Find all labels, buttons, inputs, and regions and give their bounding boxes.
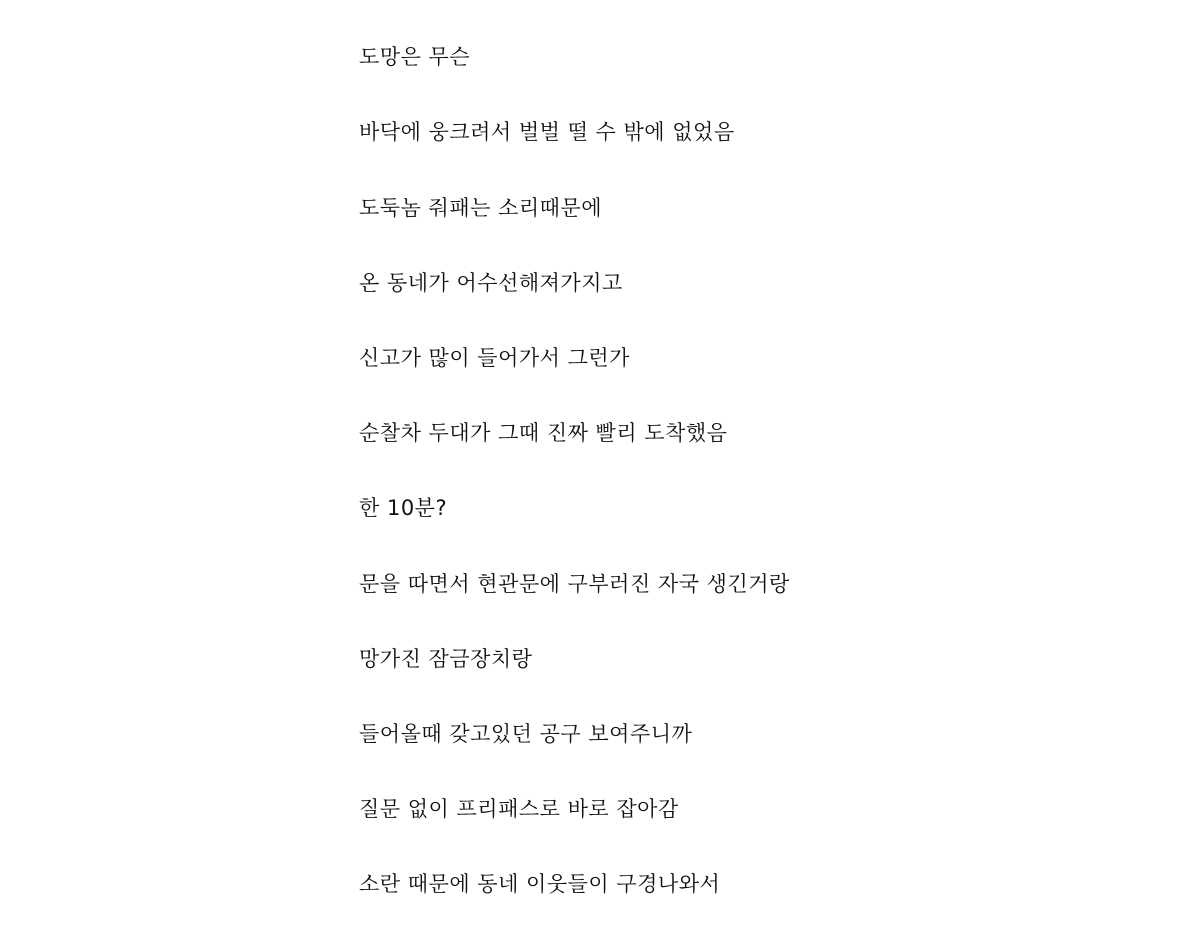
text-line: 질문 없이 프리패스로 바로 잡아감 <box>359 797 679 822</box>
text-line <box>359 0 1159 45</box>
text-line: 도둑놈 줘패는 소리때문에 <box>359 195 602 220</box>
text-line: 망가진 잠금장치랑 <box>359 646 533 671</box>
text-line: 순찰차 두대가 그때 진짜 빨리 도착했음 <box>359 421 728 446</box>
text-line: 문을 따면서 현관문에 구부러진 자국 생긴거랑 <box>359 571 790 596</box>
text-line: 한 10분? <box>359 496 448 521</box>
text-line: 도망은 무슨 <box>359 45 471 70</box>
text-line: 바닥에 웅크려서 벌벌 떨 수 밖에 없었음 <box>359 120 735 145</box>
text-line: 들어올때 갖고있던 공구 보여주니까 <box>359 721 693 746</box>
text-line: 소란 때문에 동네 이웃들이 구경나와서 <box>359 872 721 897</box>
post-body <box>359 0 1159 947</box>
text-line: 신고가 많이 들어가서 그런가 <box>359 345 630 370</box>
text-line: 온 동네가 어수선해져가지고 <box>359 270 623 295</box>
